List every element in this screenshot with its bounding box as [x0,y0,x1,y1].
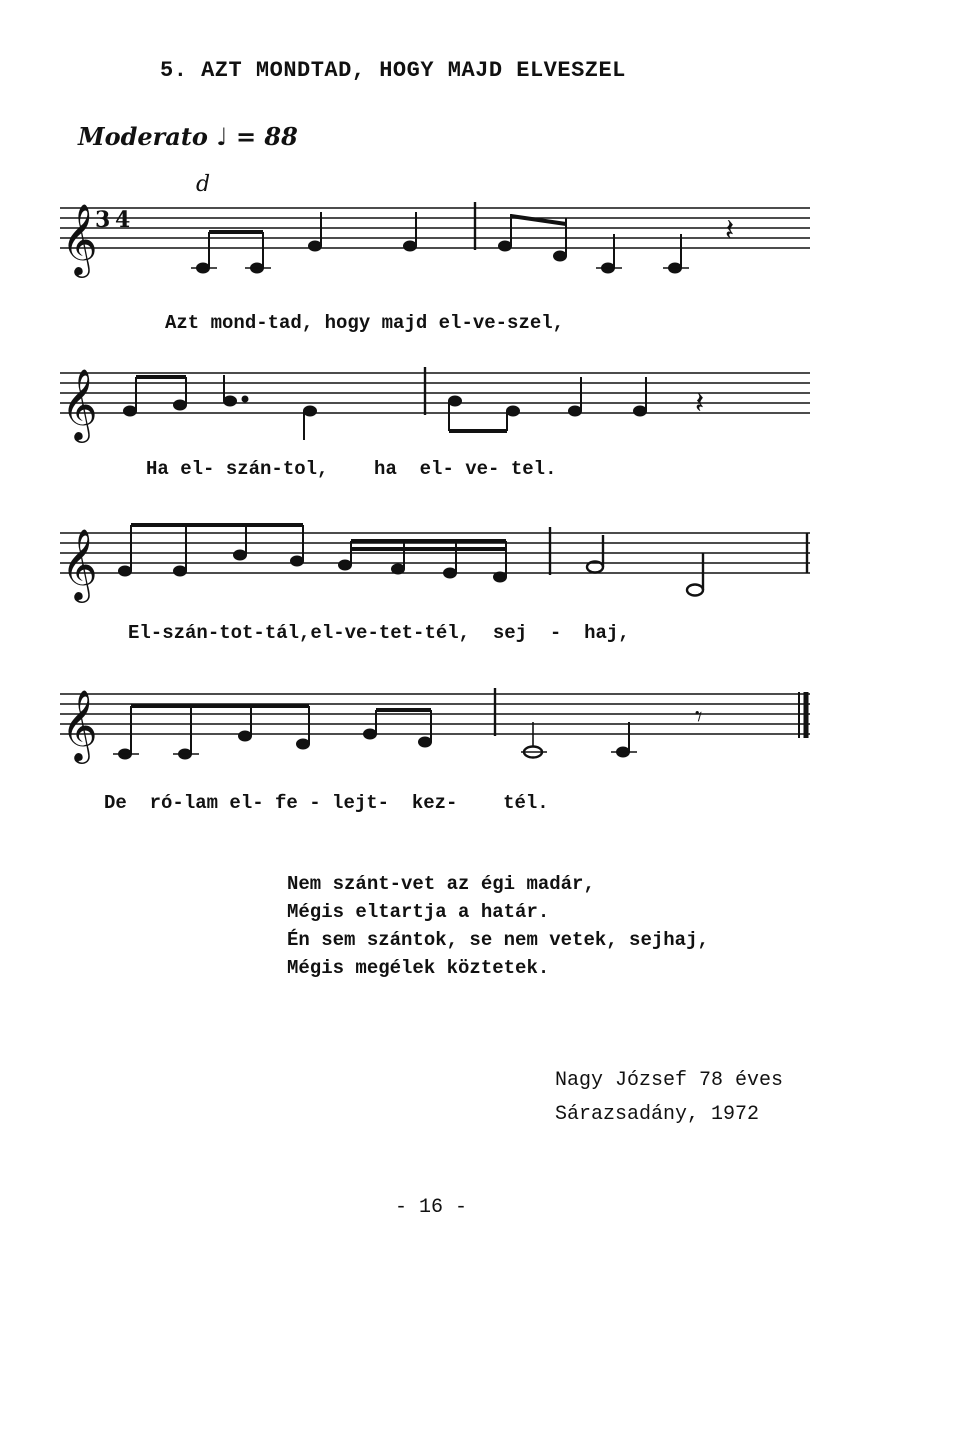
stanza-text [287,870,709,982]
song-title: 5. AZT MONDTAD, HOGY MAJD ELVESZEL [160,58,626,83]
eighth-rest-icon: 𝄾 [695,700,703,733]
stanza-line-3: Én sem szántok, se nem vetek, sejhaj, [287,929,709,951]
chord-mark: d [196,172,211,197]
collection-place-year: Sárazsadány, 1972 [555,1103,760,1126]
lyric-line-2: Ha el- szán-tol, ha el- ve- tel. [146,458,557,480]
quarter-rest-icon: 𝄽 [695,386,705,421]
treble-clef-icon: 𝄞 [61,202,98,275]
stanza-line-2: Mégis eltartja a határ. [287,901,550,923]
page-number: - 16 - [395,1196,468,1219]
performer-name: Nagy József 78 éves [555,1069,784,1092]
quarter-rest-icon: 𝄽 [725,213,735,248]
lyric-line-3: El-szán-tot-tál,el-ve-tet-tél, sej - haj, [128,622,630,644]
treble-clef-icon: 𝄞 [61,367,98,440]
source-credit [555,1064,783,1132]
treble-clef-icon: 𝄞 [61,527,98,600]
lyric-line-4: De ró-lam el- fe - lejt- kez- tél. [104,792,549,814]
treble-clef-icon: 𝄞 [61,688,98,761]
time-sig-top: 3 [95,207,111,233]
staff-system-2 [55,355,815,465]
tempo-marking: Moderato ♩ = 88 [78,122,298,151]
staff-system-4 [55,676,815,786]
stanza-line-4: Mégis megélek köztetek. [287,957,550,979]
staff-system-1 [55,190,815,300]
lyric-line-1: Azt mond-tad, hogy majd el-ve-szel, [165,312,565,334]
stanza-line-1: Nem szánt-vet az égi madár, [287,873,595,895]
time-sig-bottom: 4 [115,207,131,233]
staff-system-3 [55,515,815,625]
